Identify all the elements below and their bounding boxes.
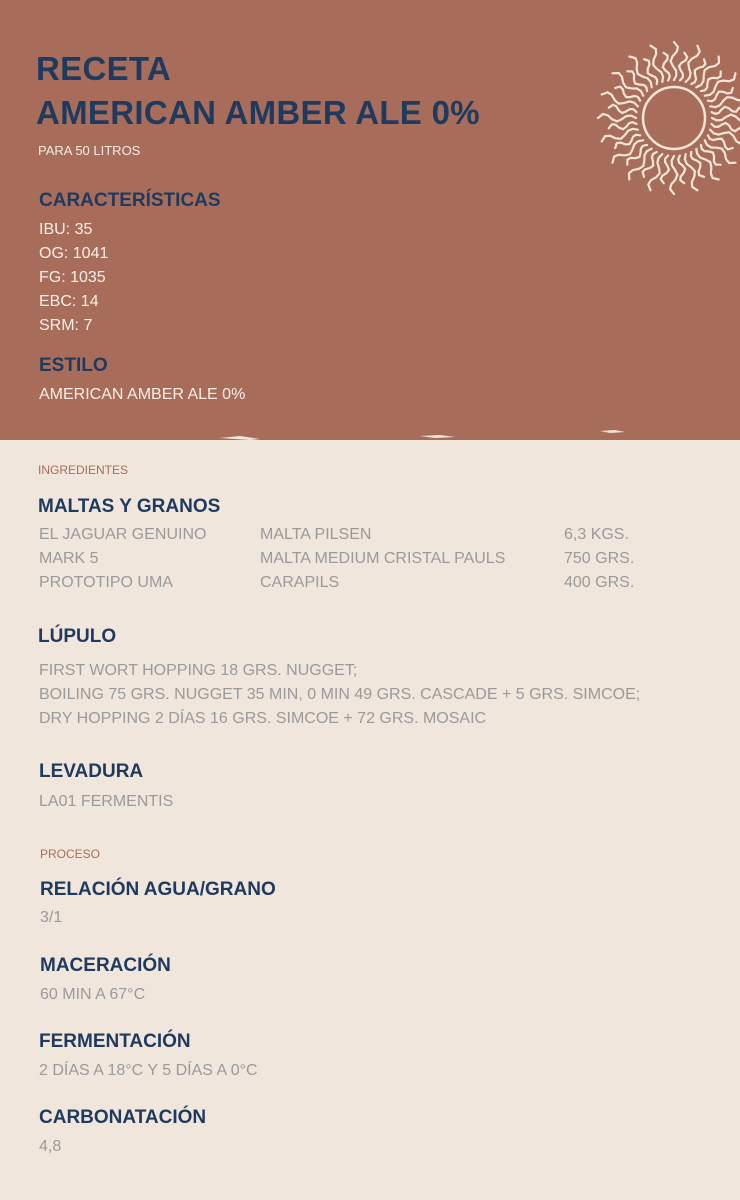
- carbonatacion-heading: CARBONATACIÓN: [39, 1107, 207, 1128]
- fermentacion-heading: FERMENTACIÓN: [39, 1031, 191, 1052]
- malt-brand: PROTOTIPO UMA: [39, 574, 173, 591]
- sun-ray: [609, 105, 637, 113]
- sun-ray: [671, 42, 678, 80]
- proceso-label: PROCESO: [40, 847, 101, 861]
- lupulo-line: BOILING 75 GRS. NUGGET 35 MIN, 0 MIN 49 GRS. CASCADE + 5 GRS. SIMCOE;: [39, 686, 641, 703]
- lupulo-line: DRY HOPPING 2 DÍAS 16 GRS. SIMCOE + 72 GRS. MOSAIC: [39, 710, 487, 727]
- caracteristica-item: OG: 1041: [39, 245, 109, 262]
- caracteristicas-heading: CARACTERÍSTICAS: [39, 190, 221, 211]
- caracteristica-item: EBC: 14: [39, 293, 99, 310]
- relacion-value: 3/1: [40, 909, 63, 926]
- maltas-heading: MALTAS Y GRANOS: [38, 496, 221, 517]
- title-line-2: AMERICAN AMBER ALE 0%: [36, 94, 480, 131]
- malt-brand: MARK 5: [39, 550, 99, 567]
- caracteristica-item: SRM: 7: [39, 317, 93, 334]
- malt-qty: 6,3 KGS.: [564, 526, 629, 543]
- torn-paper-edge: [0, 405, 740, 450]
- sun-ray: [602, 92, 638, 106]
- caracteristica-item: FG: 1035: [39, 269, 106, 286]
- sun-ray: [648, 154, 662, 190]
- sun-ray: [686, 46, 700, 82]
- sun-icon: [596, 40, 740, 196]
- estilo-value: AMERICAN AMBER ALE 0%: [39, 386, 246, 403]
- estilo-heading: ESTILO: [39, 355, 108, 376]
- sun-ray: [712, 115, 740, 122]
- sun-ray: [712, 123, 740, 131]
- malt-qty: 400 GRS.: [564, 574, 635, 591]
- title-line-1: RECETA: [36, 50, 172, 87]
- lupulo-line: FIRST WORT HOPPING 18 GRS. NUGGET;: [39, 662, 358, 679]
- subtitle: PARA 50 LITROS: [38, 143, 141, 158]
- malt-brand: EL JAGUAR GENUINO: [39, 526, 207, 543]
- maltas-table: [39, 523, 699, 595]
- sun-ray: [661, 156, 669, 184]
- sun-ray: [598, 114, 636, 121]
- malt-name: MALTA MEDIUM CRISTAL PAULS: [260, 550, 506, 567]
- caracteristica-item: IBU: 35: [39, 221, 93, 238]
- relacion-heading: RELACIÓN AGUA/GRANO: [40, 879, 276, 900]
- fermentacion-value: 2 DÍAS A 18°C Y 5 DÍAS A 0°C: [39, 1062, 258, 1079]
- levadura-value: LA01 FERMENTIS: [39, 793, 174, 810]
- malt-qty: 750 GRS.: [564, 550, 635, 567]
- sun-ray: [670, 156, 677, 194]
- sun-ray: [679, 53, 687, 81]
- ingredientes-label: INGREDIENTES: [38, 463, 129, 477]
- levadura-heading: LEVADURA: [39, 761, 144, 782]
- maceracion-heading: MACERACIÓN: [40, 955, 171, 976]
- malt-name: CARAPILS: [260, 574, 340, 591]
- malt-name: MALTA PILSEN: [260, 526, 372, 543]
- carbonatacion-value: 4,8: [39, 1138, 62, 1155]
- lupulo-heading: LÚPULO: [38, 626, 117, 647]
- caracteristicas-list: [39, 218, 108, 338]
- lupulo-list: [39, 659, 640, 731]
- maceracion-value: 60 MIN A 67°C: [40, 986, 146, 1003]
